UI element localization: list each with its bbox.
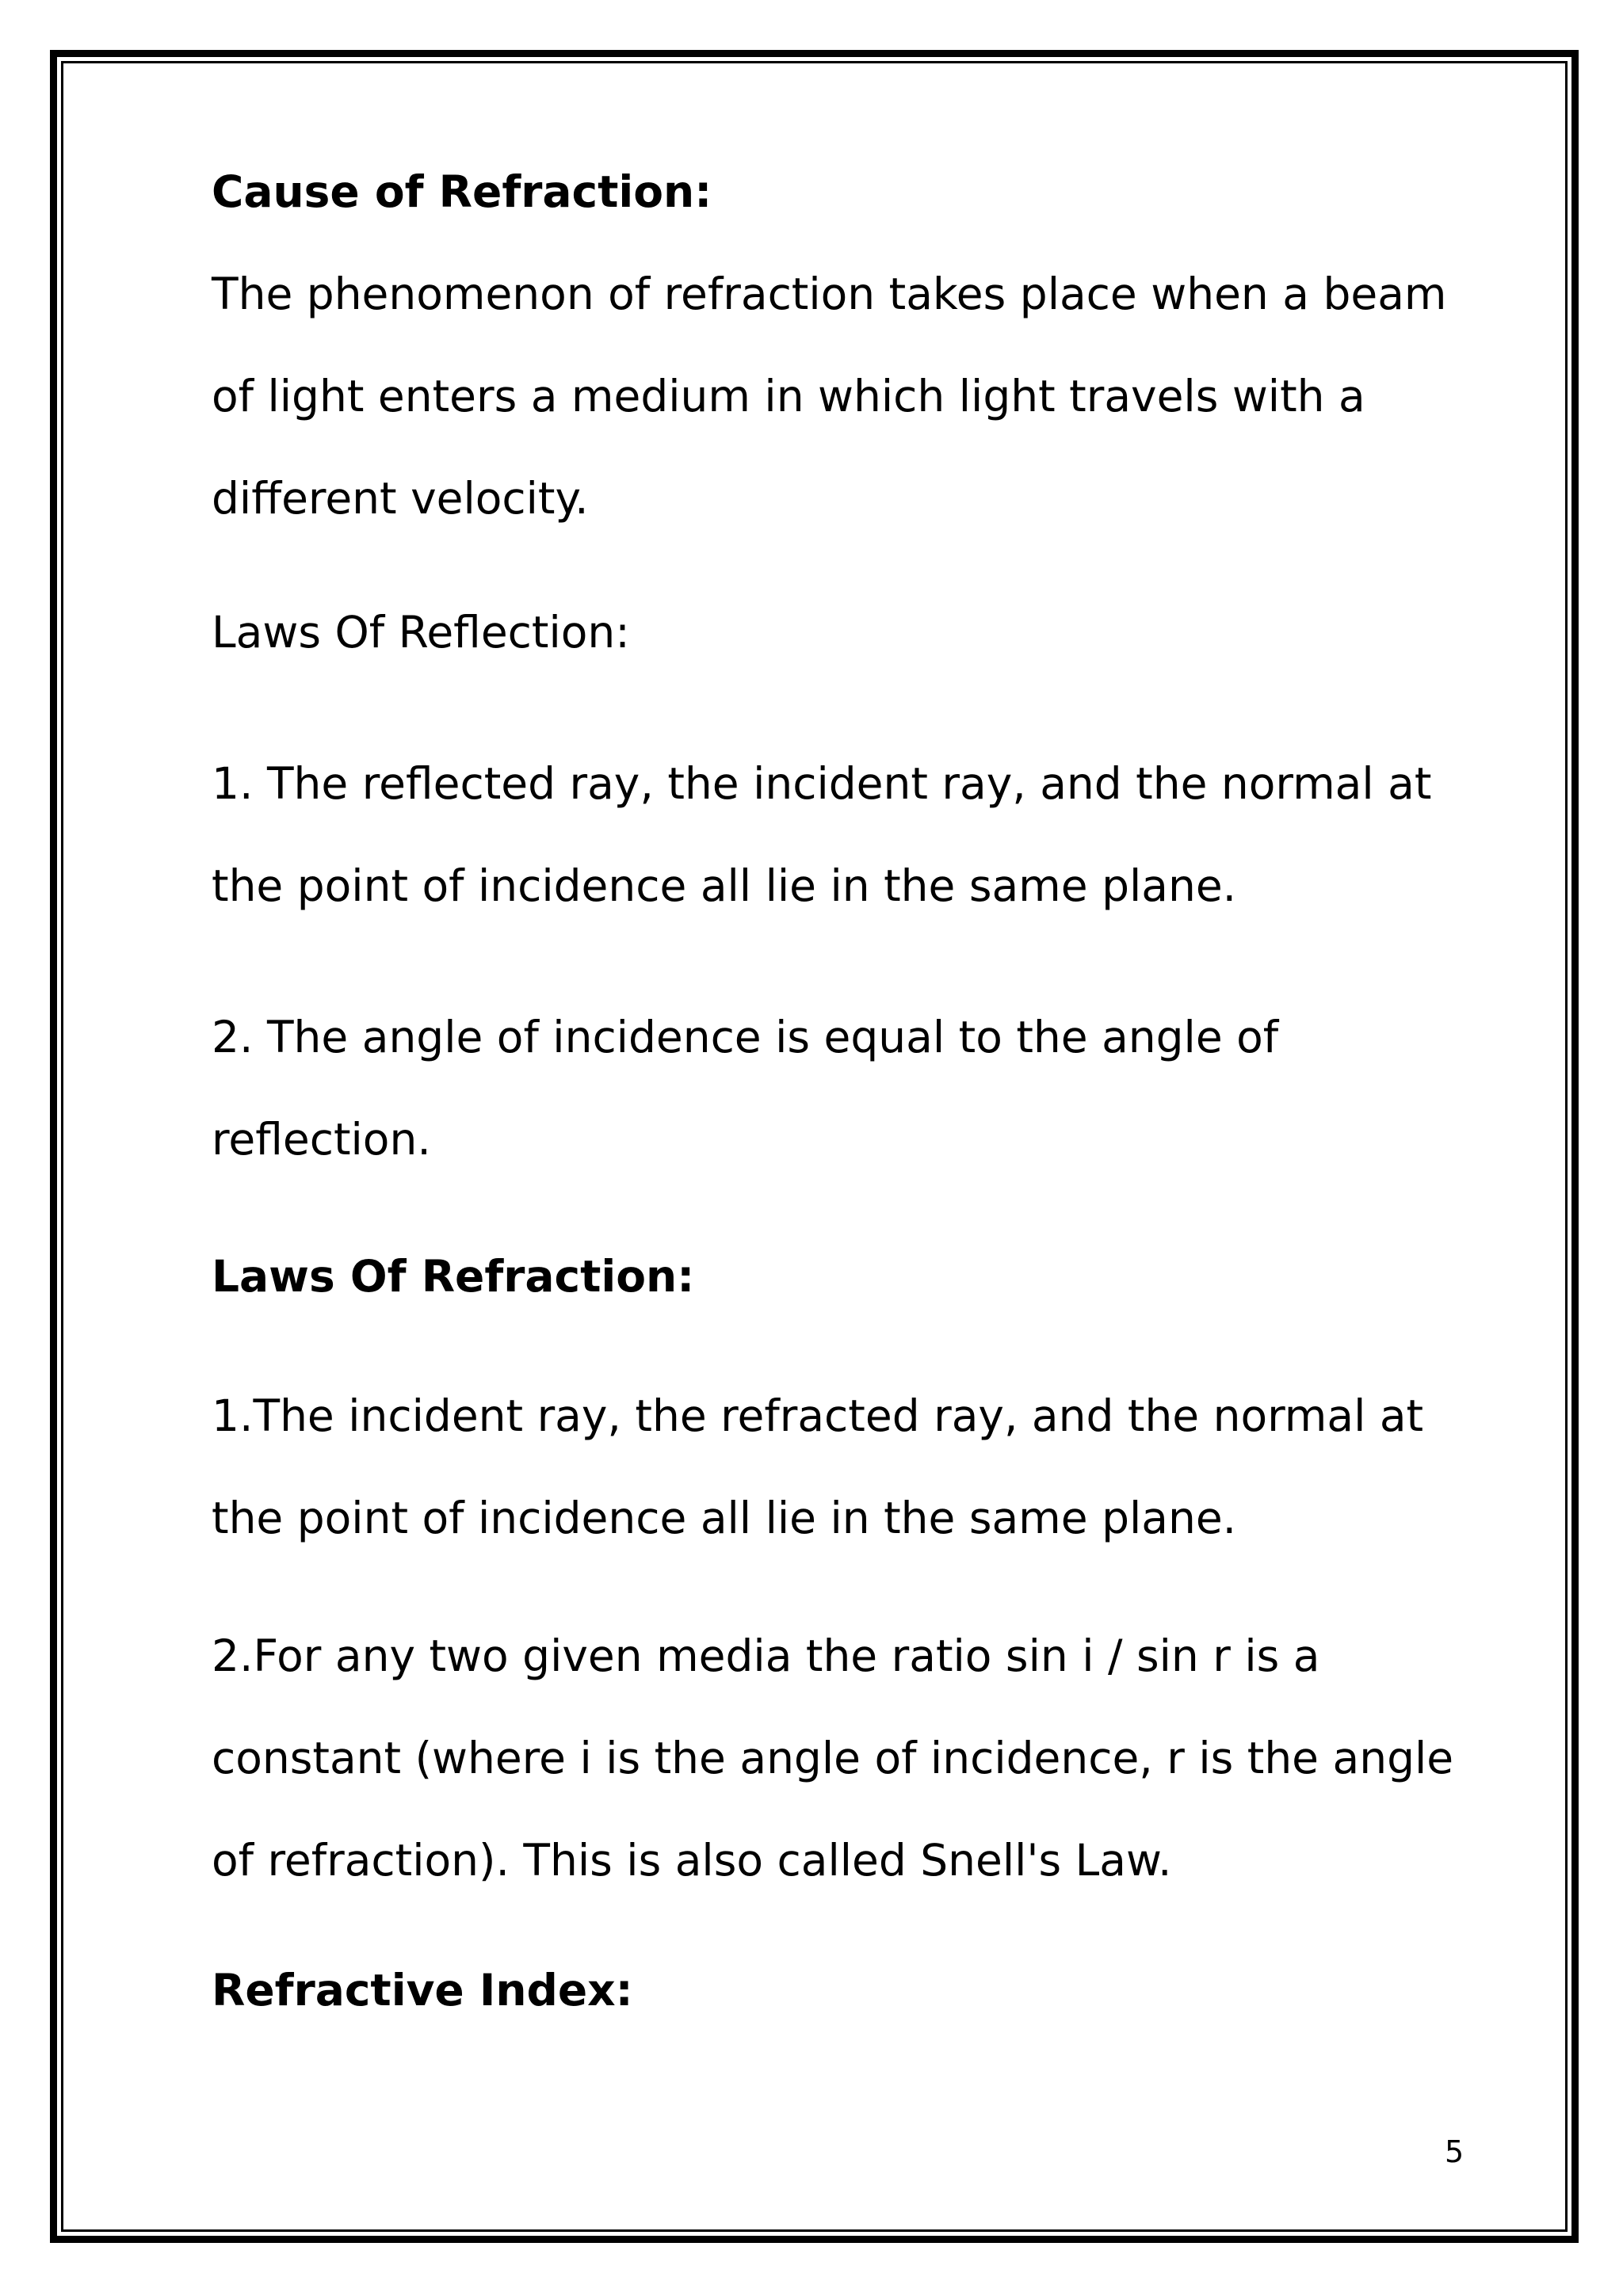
refraction-law1-line-1: 1.The incident ray, the refracted ray, and the normal at (212, 1390, 1424, 1441)
refraction-law1-line-2: the point of incidence all lie in the same plane. (212, 1493, 1237, 1543)
cause-line-3: different velocity. (212, 473, 589, 524)
reflection-law2-line-1: 2. The angle of incidence is equal to the angle of (212, 1012, 1279, 1062)
heading-cause-of-refraction: Cause of Refraction: (212, 166, 712, 217)
page-number: 5 (1445, 2134, 1465, 2169)
refraction-law2-line-2: constant (where i is the angle of incidence, r is the angle (212, 1733, 1454, 1783)
heading-laws-of-refraction: Laws Of Refraction: (212, 1251, 695, 1302)
cause-line-1: The phenomenon of refraction takes place when a beam (212, 269, 1447, 319)
cause-line-2: of light enters a medium in which light travels with a (212, 371, 1365, 421)
heading-laws-of-reflection: Laws Of Reflection: (212, 607, 630, 658)
heading-refractive-index: Refractive Index: (212, 1965, 633, 2016)
refraction-law2-line-1: 2.For any two given media the ratio sin i / sin r is a (212, 1630, 1320, 1681)
refraction-law2-line-3: of refraction). This is also called Snell's Law. (212, 1835, 1172, 1886)
reflection-law1-line-2: the point of incidence all lie in the same plane. (212, 860, 1237, 911)
reflection-law1-line-1: 1. The reflected ray, the incident ray, and the normal at (212, 758, 1432, 809)
reflection-law2-line-2: reflection. (212, 1114, 431, 1165)
